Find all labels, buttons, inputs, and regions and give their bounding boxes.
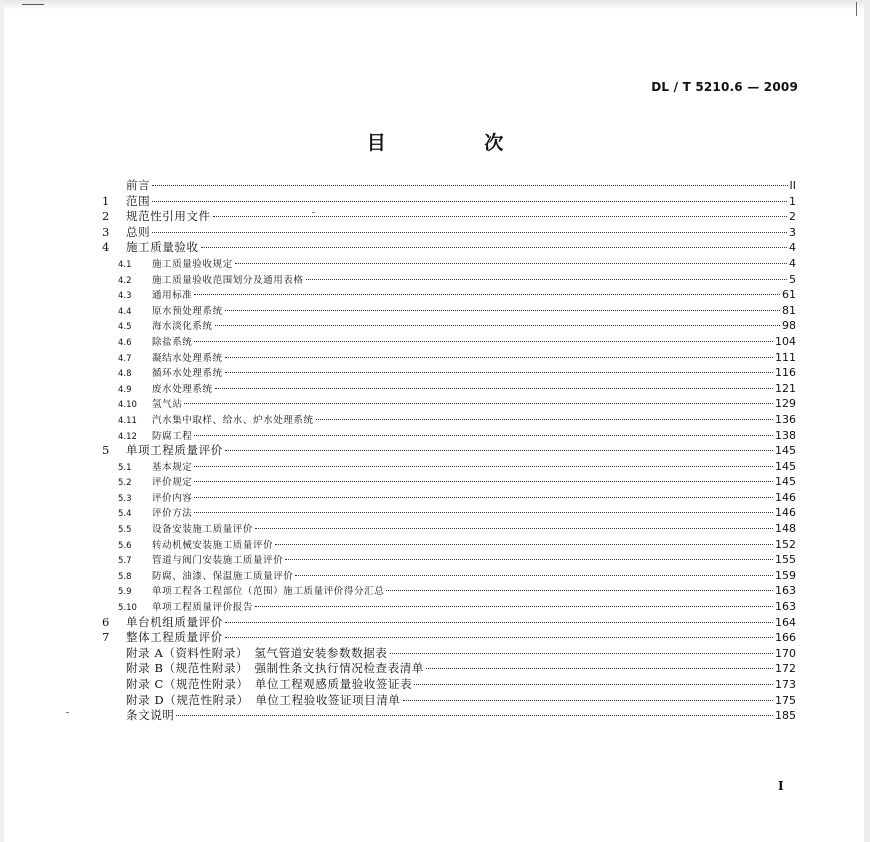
toc-title: 目 次	[366, 132, 550, 154]
toc-entry-page: 185	[775, 709, 796, 723]
toc-entry-label: 评价规定	[152, 477, 193, 489]
toc-entry	[102, 178, 796, 194]
toc-entry	[102, 599, 796, 615]
toc-dot-leader	[426, 668, 773, 669]
toc-entry-label: 整体工程质量评价	[126, 630, 223, 645]
toc-entry-label: 设备安装施工质量评价	[152, 524, 254, 536]
toc-entry-page: 155	[775, 553, 796, 567]
toc-entry-number: 4.3	[118, 291, 132, 302]
toc-entry-page: 111	[775, 350, 796, 364]
toc-entry-page: 163	[775, 584, 796, 598]
toc-entry	[102, 318, 796, 334]
toc-dot-leader	[403, 700, 773, 701]
toc-entry-page: 159	[775, 568, 796, 582]
toc-entry-label: 除盐系统	[152, 336, 193, 348]
toc-entry-label: 附录 A（资料性附录） 氢气管道安装参数数据表	[126, 645, 388, 660]
crop-mark-right	[856, 2, 857, 16]
toc-entry-label: 条文说明	[126, 708, 175, 723]
toc-entry-label: 转动机械安装施工质量评价	[152, 539, 274, 551]
scan-speck	[66, 712, 69, 713]
toc-entry-page: 4	[789, 241, 796, 255]
toc-entry-number: 5.7	[118, 556, 132, 567]
toc-dot-leader	[316, 419, 773, 420]
toc-dot-leader	[225, 637, 773, 638]
toc-entry-label: 防腐、油漆、保温施工质量评价	[152, 570, 294, 582]
toc-dot-leader	[152, 185, 787, 186]
toc-entry	[102, 412, 796, 428]
toc-dot-leader	[194, 294, 780, 295]
toc-dot-leader	[225, 622, 773, 623]
toc-entry-label: 评价内容	[152, 492, 193, 504]
toc-dot-leader	[285, 559, 773, 560]
toc-entry-page: 61	[782, 288, 796, 302]
toc-entry-page: 129	[775, 397, 796, 411]
toc-entry-number: 4.12	[118, 431, 137, 442]
scan-speck	[312, 212, 315, 213]
toc-entry	[102, 646, 796, 662]
toc-entry-page: 98	[782, 319, 796, 333]
toc-entry-number: 4.7	[118, 353, 132, 364]
toc-entry-label: 废水处理系统	[152, 383, 213, 395]
toc-entry-label: 施工质量验收规定	[152, 258, 233, 270]
toc-entry-number: 4.5	[118, 322, 132, 333]
toc-entry-page: 81	[782, 303, 796, 317]
toc-entry-label: 前言	[126, 178, 151, 192]
toc-dot-leader	[152, 232, 787, 233]
scan-shadow-top	[0, 0, 870, 10]
toc-entry-number: 4.11	[118, 415, 137, 426]
toc-entry-number: 4.6	[118, 337, 132, 348]
toc-entry-page: 145	[775, 459, 796, 473]
document-code: DL / T 5210.6 — 2009	[651, 80, 798, 94]
toc-dot-leader	[225, 310, 780, 311]
toc-entry-label: 单项工程各工程部位（范围）施工质量评价得分汇总	[152, 586, 385, 598]
toc-dot-leader	[194, 497, 773, 498]
toc-dot-leader	[194, 512, 773, 513]
toc-entry-number: 4.1	[118, 259, 132, 270]
toc-entry-page: 138	[775, 428, 796, 442]
toc-dot-leader	[386, 590, 773, 591]
toc-entry	[102, 365, 796, 381]
toc-entry	[102, 677, 796, 693]
toc-entry-number: 5.6	[118, 540, 132, 551]
toc-entry	[102, 256, 796, 272]
toc-entry	[102, 630, 796, 646]
toc-entry-label: 评价方法	[152, 508, 193, 520]
toc-entry-number: 4.10	[118, 400, 137, 411]
toc-entry-page: 3	[789, 225, 796, 239]
toc-entry-page: 5	[789, 272, 796, 286]
toc-dot-leader	[255, 606, 773, 607]
toc-dot-leader	[176, 715, 773, 716]
toc-dot-leader	[255, 528, 773, 529]
table-of-contents	[102, 178, 796, 724]
toc-dot-leader	[194, 341, 773, 342]
toc-entry-number: 4.9	[118, 384, 132, 395]
toc-entry-page: 121	[775, 381, 796, 395]
toc-entry-number: 2	[102, 209, 110, 224]
toc-entry-number: 6	[102, 614, 110, 629]
toc-entry-label: 汽水集中取样、给水、炉水处理系统	[152, 414, 314, 426]
toc-entry-page: 146	[775, 490, 796, 504]
toc-entry-label: 通用标准	[152, 290, 193, 302]
toc-entry-page: 4	[789, 256, 796, 270]
toc-entry-number: 4	[102, 240, 110, 255]
toc-entry	[102, 396, 796, 412]
toc-dot-leader	[215, 388, 773, 389]
toc-entry-number: 5.10	[118, 603, 137, 614]
toc-dot-leader	[390, 653, 773, 654]
toc-entry	[102, 272, 796, 288]
toc-entry	[102, 428, 796, 444]
toc-entry-number: 4.4	[118, 306, 132, 317]
toc-entry-label: 附录 D（规范性附录） 单位工程验收签证项目清单	[126, 692, 401, 707]
toc-entry-page: 170	[775, 646, 796, 660]
toc-entry	[102, 334, 796, 350]
toc-entry-label: 施工质量验收范围划分及通用表格	[152, 274, 304, 286]
toc-entry	[102, 240, 796, 256]
toc-entry-label: 海水淡化系统	[152, 321, 213, 333]
toc-entry-label: 循环水处理系统	[152, 368, 223, 380]
toc-entry-page: 146	[775, 506, 796, 520]
toc-entry	[102, 583, 796, 599]
toc-entry-page: II	[789, 179, 796, 192]
toc-entry-number: 5.3	[118, 493, 132, 504]
toc-entry-number: 5	[102, 443, 110, 458]
toc-entry	[102, 661, 796, 677]
toc-entry-page: 172	[775, 662, 796, 676]
crop-mark-left	[22, 4, 44, 5]
toc-entry	[102, 209, 796, 225]
toc-entry-page: 175	[775, 693, 796, 707]
toc-dot-leader	[235, 263, 787, 264]
toc-entry-page: 148	[775, 522, 796, 536]
toc-entry-label: 附录 C（规范性附录） 单位工程观感质量验收签证表	[126, 677, 413, 691]
toc-entry-number: 1	[102, 193, 110, 208]
toc-entry-label: 范围	[126, 193, 151, 208]
toc-dot-leader	[275, 544, 773, 545]
toc-entry	[102, 693, 796, 709]
toc-entry	[102, 381, 796, 397]
toc-dot-leader	[152, 201, 787, 202]
toc-entry-page: 136	[775, 412, 796, 426]
toc-entry	[102, 225, 796, 241]
toc-entry-number: 5.2	[118, 478, 132, 489]
toc-entry	[102, 350, 796, 366]
toc-entry	[102, 303, 796, 319]
toc-dot-leader	[225, 450, 773, 451]
toc-entry-page: 173	[775, 678, 796, 691]
toc-entry-number: 5.5	[118, 525, 132, 536]
toc-entry	[102, 708, 796, 724]
toc-entry-label: 凝结水处理系统	[152, 352, 223, 364]
toc-entry	[102, 287, 796, 303]
toc-entry-page: 145	[775, 475, 796, 489]
toc-entry-number: 5.1	[118, 462, 132, 473]
toc-entry	[102, 505, 796, 521]
toc-entry	[102, 194, 796, 210]
toc-dot-leader	[225, 372, 773, 373]
toc-dot-leader	[414, 684, 773, 685]
toc-dot-leader	[306, 279, 787, 280]
toc-dot-leader	[194, 466, 773, 467]
toc-dot-leader	[184, 403, 773, 404]
toc-dot-leader	[225, 357, 773, 358]
toc-entry-page: 166	[775, 631, 796, 645]
toc-entry-label: 单台机组质量评价	[126, 614, 223, 629]
toc-entry-label: 附录 B（规范性附录） 强制性条文执行情况检查表清单	[126, 661, 424, 676]
toc-entry	[102, 568, 796, 584]
toc-entry	[102, 552, 796, 568]
toc-entry-label: 防腐工程	[152, 430, 193, 442]
toc-entry-number: 4.8	[118, 369, 132, 380]
toc-entry-label: 总则	[126, 224, 151, 239]
toc-entry	[102, 537, 796, 553]
toc-entry-number: 7	[102, 630, 110, 645]
toc-entry	[102, 443, 796, 459]
toc-entry-label: 原水预处理系统	[152, 305, 223, 317]
toc-entry-page: 152	[775, 537, 796, 551]
scan-shadow-right	[864, 0, 870, 842]
toc-entry-number: 5.4	[118, 509, 132, 520]
toc-entry-label: 单项工程质量评价报告	[152, 602, 254, 614]
toc-entry-number: 3	[102, 224, 110, 239]
toc-dot-leader	[194, 481, 773, 482]
toc-entry-label: 氢气站	[152, 399, 183, 411]
toc-entry-label: 施工质量验收	[126, 240, 199, 255]
scan-shadow-left	[0, 0, 4, 842]
toc-entry-page: 1	[789, 194, 796, 208]
toc-entry-page: 145	[775, 444, 796, 458]
toc-dot-leader	[213, 216, 787, 217]
toc-entry-label: 规范性引用文件	[126, 209, 211, 224]
toc-entry	[102, 459, 796, 475]
toc-dot-leader	[295, 575, 773, 576]
toc-entry	[102, 474, 796, 490]
toc-entry	[102, 490, 796, 506]
toc-entry-page: 163	[775, 600, 796, 614]
toc-entry-label: 单项工程质量评价	[126, 443, 223, 458]
toc-entry-label: 基本规定	[152, 461, 193, 473]
toc-dot-leader	[201, 247, 787, 248]
toc-entry	[102, 615, 796, 631]
page-number: I	[778, 779, 784, 793]
toc-entry	[102, 521, 796, 537]
toc-entry-page: 104	[775, 334, 796, 348]
toc-entry-page: 164	[775, 615, 796, 629]
toc-entry-page: 116	[775, 366, 796, 380]
toc-dot-leader	[215, 325, 780, 326]
toc-entry-number: 5.9	[118, 587, 132, 598]
toc-dot-leader	[194, 435, 773, 436]
toc-entry-number: 5.8	[118, 571, 132, 582]
toc-entry-number: 4.2	[118, 275, 132, 286]
toc-entry-page: 2	[789, 210, 796, 224]
toc-entry-label: 管道与阀门安装施工质量评价	[152, 555, 284, 567]
